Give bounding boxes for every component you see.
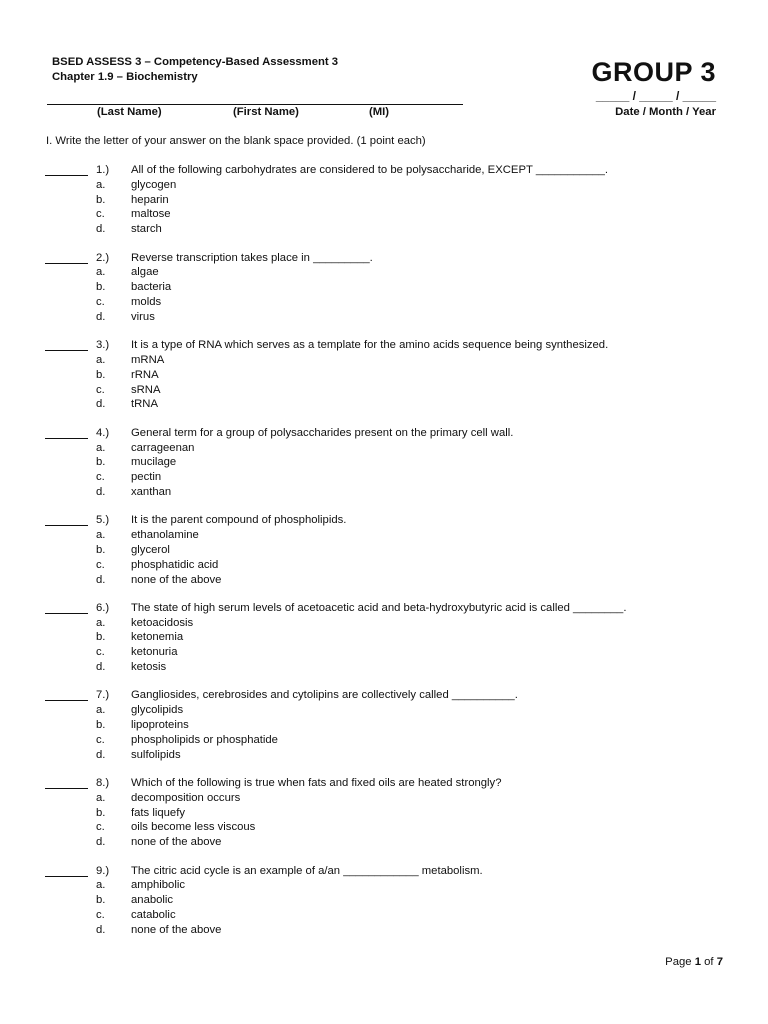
choice-indent bbox=[45, 630, 88, 645]
choice-text: phospholipids or phosphatide bbox=[131, 733, 278, 746]
choice-row bbox=[45, 718, 735, 733]
question-text: It is the parent compound of phospholipids. bbox=[131, 514, 347, 527]
group-title: GROUP 3 bbox=[591, 57, 716, 87]
choice-letter: d. bbox=[96, 923, 106, 936]
choice-indent bbox=[45, 791, 88, 806]
choice-indent bbox=[45, 265, 88, 280]
choice-indent bbox=[45, 660, 88, 675]
choice-text: mRNA bbox=[131, 353, 165, 366]
mi-label: (MI) bbox=[369, 106, 390, 118]
choice-letter: b. bbox=[96, 719, 106, 732]
choice-indent bbox=[45, 718, 88, 733]
choice-text: fats liquefy bbox=[131, 806, 186, 819]
choice-letter: b. bbox=[96, 456, 106, 469]
choice-letter: a. bbox=[96, 879, 106, 892]
choice-text: virus bbox=[131, 310, 155, 323]
choice-row bbox=[45, 748, 735, 763]
question-row bbox=[45, 864, 735, 879]
question-item bbox=[45, 163, 735, 237]
answer-blank[interactable] bbox=[45, 515, 88, 526]
choice-indent bbox=[45, 733, 88, 748]
question-row bbox=[45, 251, 735, 266]
choice-text: bacteria bbox=[131, 281, 172, 294]
question-item bbox=[45, 513, 735, 587]
choice-letter: b. bbox=[96, 368, 106, 381]
choice-text: oils become less viscous bbox=[131, 821, 256, 834]
choice-row bbox=[45, 660, 735, 675]
question-row bbox=[45, 426, 735, 441]
choice-indent bbox=[45, 470, 88, 485]
choice-text: ketonemia bbox=[131, 631, 184, 644]
choice-text: pectin bbox=[131, 471, 162, 484]
date-label: Date / Month / Year bbox=[615, 106, 716, 118]
question-text: All of the following carbohydrates are considered to be polysaccharide, EXCEPT ___________. bbox=[131, 164, 609, 176]
question-text: Which of the following is true when fats and fixed oils are heated strongly? bbox=[131, 777, 502, 790]
answer-blank[interactable] bbox=[45, 690, 88, 701]
choice-letter: c. bbox=[96, 208, 105, 221]
question-text: Gangliosides, cerebrosides and cytolipins are collectively called __________. bbox=[131, 689, 518, 702]
choice-row bbox=[45, 455, 735, 470]
page-current: 1 bbox=[694, 956, 701, 968]
choice-row bbox=[45, 397, 735, 412]
choice-text: catabolic bbox=[131, 909, 176, 922]
choice-row bbox=[45, 353, 735, 368]
choice-row bbox=[45, 441, 735, 456]
question-text: The citric acid cycle is an example of a/an ____________ metabolism. bbox=[131, 864, 483, 877]
choice-text: xanthan bbox=[131, 485, 172, 498]
choice-row bbox=[45, 835, 735, 850]
choice-text: none of the above bbox=[131, 836, 222, 849]
question-item bbox=[45, 864, 735, 938]
choice-row bbox=[45, 923, 735, 938]
choice-letter: c. bbox=[96, 471, 105, 484]
choice-text: anabolic bbox=[131, 894, 174, 907]
choice-text: carrageenan bbox=[131, 441, 195, 454]
last-name-label: (Last Name) bbox=[97, 106, 162, 118]
choice-indent bbox=[45, 441, 88, 456]
question-list bbox=[45, 163, 735, 951]
choice-text: ketoacidosis bbox=[131, 616, 194, 629]
of-word: of bbox=[704, 956, 714, 968]
question-number: 8.) bbox=[96, 777, 110, 790]
question-number: 4.) bbox=[96, 426, 110, 439]
choice-indent bbox=[45, 222, 88, 237]
page-word: Page bbox=[665, 956, 692, 968]
choice-indent bbox=[45, 543, 88, 558]
question-item bbox=[45, 688, 735, 762]
question-text: It is a type of RNA which serves as a template for the amino acids sequence being synthesized. bbox=[131, 339, 609, 352]
choice-letter: a. bbox=[96, 791, 106, 804]
choice-indent bbox=[45, 353, 88, 368]
choice-letter: a. bbox=[96, 704, 106, 717]
choice-indent bbox=[45, 528, 88, 543]
choice-letter: d. bbox=[96, 485, 106, 498]
question-row bbox=[45, 776, 735, 791]
choice-indent bbox=[45, 485, 88, 500]
choice-text: none of the above bbox=[131, 923, 222, 936]
question-number: 2.) bbox=[96, 251, 110, 264]
choice-row bbox=[45, 878, 735, 893]
choice-row bbox=[45, 806, 735, 821]
choice-row bbox=[45, 791, 735, 806]
choice-text: algae bbox=[131, 266, 159, 279]
choice-text: sRNA bbox=[131, 383, 161, 396]
question-text: The state of high serum levels of acetoacetic acid and beta-hydroxybutyric acid is called ________. bbox=[131, 601, 627, 614]
choice-letter: b. bbox=[96, 894, 106, 907]
choice-row bbox=[45, 703, 735, 718]
choice-letter: c. bbox=[96, 733, 105, 746]
question-text: General term for a group of polysaccharides present on the primary cell wall. bbox=[131, 426, 514, 439]
choice-text: ethanolamine bbox=[131, 529, 199, 542]
name-line[interactable] bbox=[47, 104, 463, 105]
choice-row bbox=[45, 470, 735, 485]
choice-text: none of the above bbox=[131, 573, 222, 586]
answer-blank[interactable] bbox=[45, 340, 88, 351]
choice-indent bbox=[45, 616, 88, 631]
choice-row bbox=[45, 178, 735, 193]
choice-indent bbox=[45, 280, 88, 295]
choice-row bbox=[45, 820, 735, 835]
answer-blank[interactable] bbox=[45, 778, 88, 789]
choice-indent bbox=[45, 383, 88, 398]
question-item bbox=[45, 601, 735, 675]
choice-letter: d. bbox=[96, 398, 106, 411]
choice-letter: a. bbox=[96, 616, 106, 629]
choice-text: ketonuria bbox=[131, 646, 178, 659]
choice-text: ketosis bbox=[131, 661, 167, 674]
question-item bbox=[45, 338, 735, 412]
choice-letter: c. bbox=[96, 383, 105, 396]
choice-text: glycerol bbox=[131, 543, 170, 556]
choice-indent bbox=[45, 397, 88, 412]
question-number: 9.) bbox=[96, 864, 110, 877]
choice-text: tRNA bbox=[131, 398, 158, 411]
choice-letter: a. bbox=[96, 266, 106, 279]
choice-letter: b. bbox=[96, 193, 106, 206]
choice-indent bbox=[45, 908, 88, 923]
choice-row bbox=[45, 295, 735, 310]
choice-indent bbox=[45, 558, 88, 573]
choice-letter: c. bbox=[96, 558, 105, 571]
choice-indent bbox=[45, 573, 88, 588]
choice-row bbox=[45, 310, 735, 325]
choice-text: rRNA bbox=[131, 368, 159, 381]
choice-indent bbox=[45, 207, 88, 222]
choice-row bbox=[45, 193, 735, 208]
choice-text: heparin bbox=[131, 193, 169, 206]
instructions: I. Write the letter of your answer on the blank space provided. (1 point each) bbox=[46, 135, 426, 147]
choice-row bbox=[45, 630, 735, 645]
question-number: 6.) bbox=[96, 601, 110, 614]
choice-letter: c. bbox=[96, 295, 105, 308]
first-name-label: (First Name) bbox=[233, 106, 299, 118]
choice-row bbox=[45, 280, 735, 295]
choice-indent bbox=[45, 645, 88, 660]
choice-text: lipoproteins bbox=[131, 719, 189, 732]
choice-letter: d. bbox=[96, 310, 106, 323]
choice-row bbox=[45, 543, 735, 558]
choice-text: decomposition occurs bbox=[131, 791, 241, 804]
choice-text: sulfolipids bbox=[131, 748, 181, 761]
choice-letter: b. bbox=[96, 631, 106, 644]
answer-blank[interactable] bbox=[45, 165, 88, 176]
question-number: 1.) bbox=[96, 164, 110, 176]
choice-indent bbox=[45, 748, 88, 763]
choice-indent bbox=[45, 455, 88, 470]
question-number: 5.) bbox=[96, 514, 110, 527]
choice-row bbox=[45, 558, 735, 573]
question-row bbox=[45, 338, 735, 353]
choice-letter: a. bbox=[96, 529, 106, 542]
choice-letter: b. bbox=[96, 543, 106, 556]
choice-row bbox=[45, 908, 735, 923]
choice-text: maltose bbox=[131, 208, 171, 221]
question-text: Reverse transcription takes place in _________. bbox=[131, 251, 373, 264]
page-footer bbox=[665, 956, 723, 968]
choice-indent bbox=[45, 893, 88, 908]
choice-letter: b. bbox=[96, 806, 106, 819]
choice-letter: a. bbox=[96, 178, 106, 191]
choice-indent bbox=[45, 178, 88, 193]
choice-letter: c. bbox=[96, 821, 105, 834]
choice-indent bbox=[45, 806, 88, 821]
choice-row bbox=[45, 265, 735, 280]
choice-row bbox=[45, 733, 735, 748]
choice-row bbox=[45, 207, 735, 222]
question-item bbox=[45, 251, 735, 325]
choice-row bbox=[45, 616, 735, 631]
choice-letter: d. bbox=[96, 836, 106, 849]
choice-text: mucilage bbox=[131, 456, 177, 469]
page-total: 7 bbox=[716, 956, 723, 968]
course-title: BSED ASSESS 3 – Competency-Based Assessment 3 bbox=[52, 56, 339, 68]
question-number: 3.) bbox=[96, 339, 110, 352]
choice-letter: d. bbox=[96, 748, 106, 761]
choice-row bbox=[45, 222, 735, 237]
choice-indent bbox=[45, 193, 88, 208]
choice-indent bbox=[45, 368, 88, 383]
choice-text: starch bbox=[131, 223, 162, 236]
answer-blank[interactable] bbox=[45, 866, 88, 877]
question-row bbox=[45, 688, 735, 703]
choice-indent bbox=[45, 295, 88, 310]
choice-indent bbox=[45, 310, 88, 325]
answer-blank[interactable] bbox=[45, 253, 88, 264]
choice-text: phosphatidic acid bbox=[131, 558, 219, 571]
question-row bbox=[45, 513, 735, 528]
choice-text: amphibolic bbox=[131, 879, 186, 892]
question-row bbox=[45, 601, 735, 616]
choice-text: glycolipids bbox=[131, 704, 184, 717]
choice-row bbox=[45, 645, 735, 660]
choice-letter: c. bbox=[96, 909, 105, 922]
choice-indent bbox=[45, 703, 88, 718]
choice-letter: d. bbox=[96, 223, 106, 236]
choice-row bbox=[45, 485, 735, 500]
choice-row bbox=[45, 893, 735, 908]
question-item bbox=[45, 426, 735, 500]
choice-letter: a. bbox=[96, 353, 106, 366]
choice-indent bbox=[45, 878, 88, 893]
answer-blank[interactable] bbox=[45, 428, 88, 439]
choice-letter: d. bbox=[96, 661, 106, 674]
choice-row bbox=[45, 573, 735, 588]
choice-row bbox=[45, 368, 735, 383]
choice-indent bbox=[45, 835, 88, 850]
choice-text: glycogen bbox=[131, 178, 177, 191]
choice-indent bbox=[45, 820, 88, 835]
choice-row bbox=[45, 528, 735, 543]
date-blanks[interactable]: _____ / _____ / _____ bbox=[595, 89, 716, 103]
choice-letter: a. bbox=[96, 441, 106, 454]
choice-indent bbox=[45, 923, 88, 938]
choice-letter: d. bbox=[96, 573, 106, 586]
choice-text: molds bbox=[131, 295, 162, 308]
question-number: 7.) bbox=[96, 689, 110, 702]
choice-row bbox=[45, 383, 735, 398]
answer-blank[interactable] bbox=[45, 603, 88, 614]
choice-letter: b. bbox=[96, 281, 106, 294]
chapter-title: Chapter 1.9 – Biochemistry bbox=[52, 71, 198, 83]
choice-letter: c. bbox=[96, 646, 105, 659]
question-row bbox=[45, 163, 735, 178]
question-item bbox=[45, 776, 735, 850]
